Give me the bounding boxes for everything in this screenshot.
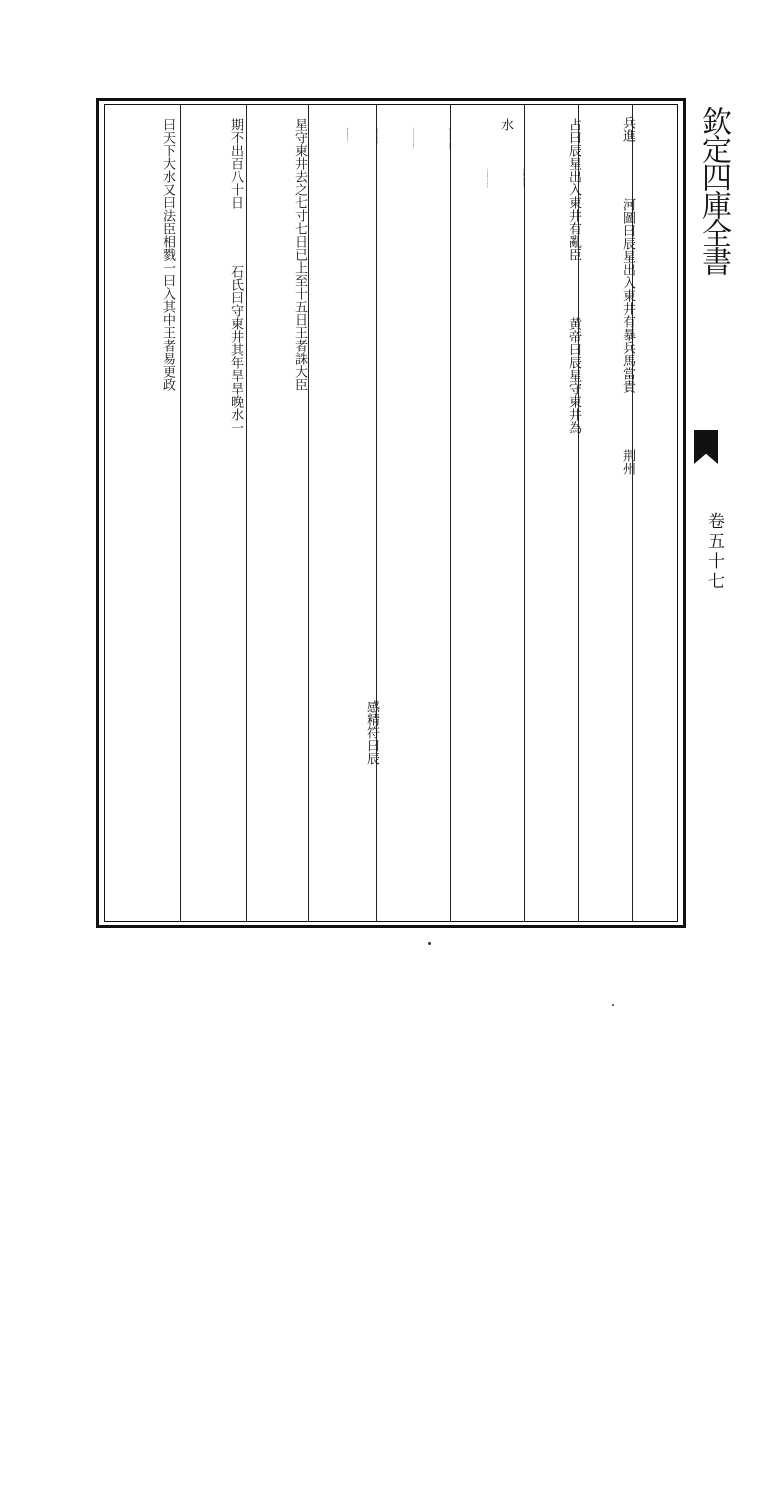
text-segment: 郡國大水壞城郭傷禾稼殺人民也 [347,128,348,142]
commentary-column-2 [454,168,488,976]
text-segment: 石氏曰守東井其年旱旱晚水一 [228,265,243,434]
text-segment: 河圖曰辰星出入東井有暴兵馬當貴 [620,198,635,393]
text-segment: 感精符曰辰 [364,700,379,765]
commentary-column-3 [416,128,450,936]
volume-label: 卷五十七 [704,512,724,592]
commentary-column-4 [380,128,414,936]
text-segment: 水 [498,118,513,131]
text-segment: 兵進 [620,116,635,142]
text-segment: 天文志曰光武建武三十年閏月甲午水在東井二 [523,168,524,188]
commentary-column-1 [490,168,524,976]
text-column-5 [254,118,306,926]
fish-tail-mark-icon [694,430,718,464]
text-segment: 占曰辰星出入東井有亂臣 [566,118,581,261]
margin-column [690,100,731,920]
text-segment: 十度生白氣東南指熖長五尺為彗東北行至紫宫 [487,168,488,188]
text-segment: 黄帝曰辰星守東井為 [566,317,581,434]
text-segment: 星守東井去之七寸七日已上至十五日王者誅大臣 [292,118,307,391]
text-segment: 效東井閏月在四月尚未當見而見是躁而進也東井 [413,128,414,149]
column-rule [246,104,247,922]
text-segment: 為水衡水出之為大水是歳五月及明年 [377,128,378,144]
text-segment: 西藩止五月甲子不見凡見三十一日水常以夏至後 [449,128,450,149]
text-column-7 [122,118,174,926]
text-segment: 荆州 [620,449,635,475]
scan-speck [612,1004,614,1006]
book-title: 欽定四庫全書 [696,106,731,274]
column-rule [450,104,451,922]
text-segment: 期不出百八十日 [228,118,243,209]
column-rule [180,104,181,922]
text-column-6 [190,118,242,926]
text-column-2 [528,118,580,926]
text-column-4 [326,700,378,1508]
scan-speck [428,942,431,945]
column-rule [308,104,309,922]
text-segment: 曰天下大水又曰法臣相戮一曰入其中王者易更政 [160,118,175,391]
text-column-1 [582,116,634,924]
column-rule [524,104,525,922]
